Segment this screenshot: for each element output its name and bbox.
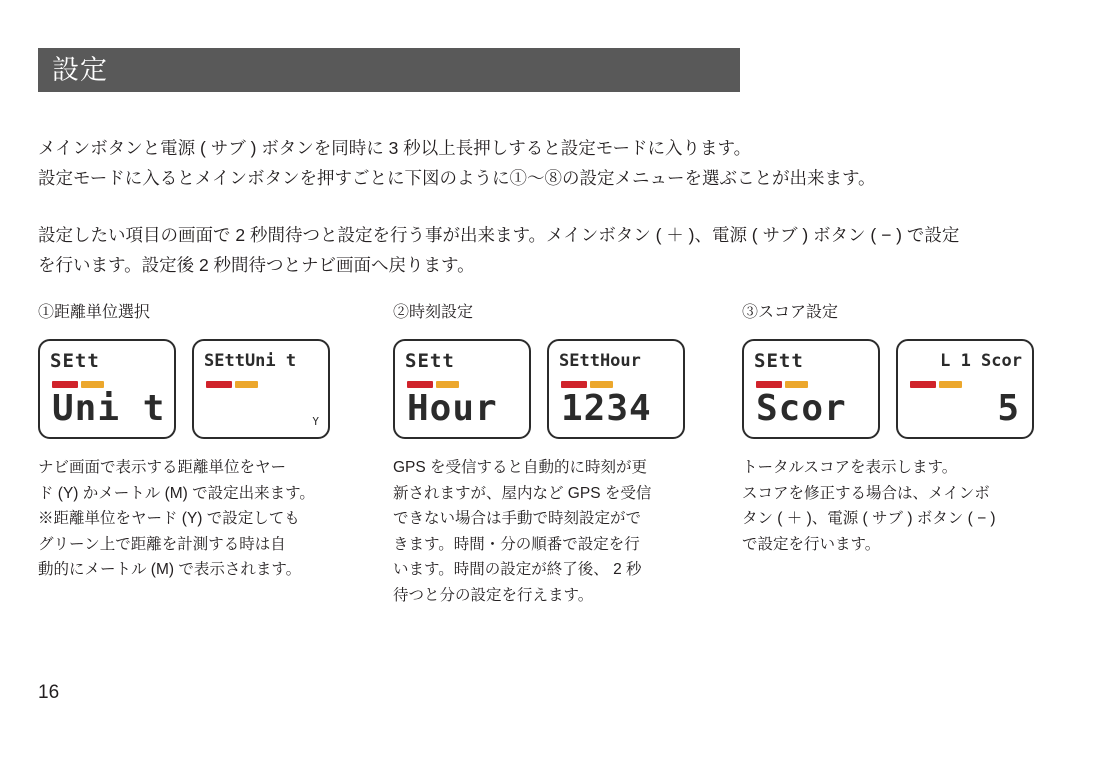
bar-segment-empty bbox=[965, 381, 1020, 388]
intro-paragraph-2 bbox=[38, 220, 1068, 280]
page-number: 16 bbox=[38, 682, 60, 703]
lcd-main-row bbox=[549, 389, 683, 429]
bar-segment-amber bbox=[939, 381, 962, 388]
lcd-main-text: Scor bbox=[756, 388, 847, 429]
lcd-bar-indicator bbox=[206, 381, 316, 388]
description-line: ド (Y) かメートル (M) で設定出来ます。 bbox=[38, 484, 315, 502]
lcd-main-text: 1234 bbox=[561, 388, 652, 429]
lcd-top-row bbox=[744, 348, 878, 374]
lcd-top-text: SEtt bbox=[754, 350, 804, 372]
lcd-main-text: 5 bbox=[997, 388, 1020, 429]
intro-line: メインボタンと電源 ( サブ ) ボタンを同時に 3 秒以上長押しすると設定モードに入ります。 bbox=[38, 138, 752, 158]
description-line: できない場合は手動で時刻設定がで bbox=[393, 510, 642, 527]
lcd-bar-indicator bbox=[910, 381, 1020, 388]
lcd-top-row bbox=[898, 348, 1032, 374]
bar-segment-red bbox=[910, 381, 936, 388]
lcd-main-row bbox=[898, 389, 1032, 429]
bar-segment-red bbox=[206, 381, 232, 388]
bar-segment-red bbox=[407, 381, 433, 388]
lcd-main-row bbox=[744, 389, 878, 429]
setting-title: ①距離単位選択 bbox=[38, 304, 151, 321]
lcd-main-text: Hour bbox=[407, 388, 498, 429]
lcd-bar-indicator bbox=[561, 381, 671, 388]
device-screen bbox=[896, 339, 1034, 439]
device-screen-pair bbox=[38, 339, 388, 439]
device-screen bbox=[38, 339, 176, 439]
setting-description bbox=[38, 455, 388, 583]
lcd-top-row bbox=[40, 348, 174, 374]
description-line: スコアを修正する場合は、メインボ bbox=[742, 484, 990, 502]
setting-item-unit bbox=[38, 303, 388, 583]
setting-title: ②時刻設定 bbox=[393, 304, 474, 321]
setting-title: ③スコア設定 bbox=[742, 304, 839, 321]
description-line: ナビ画面で表示する距離単位をヤー bbox=[38, 459, 287, 476]
description-line: います。時間の設定が終了後、 2 秒 bbox=[393, 561, 642, 578]
intro-line: 設定したい項目の画面で 2 秒間待つと設定を行う事が出来ます。メインボタン ( ＋ )、電源 ( サブ ) ボタン ( − ) で設定 bbox=[38, 225, 960, 245]
description-line: グリーン上で距離を計測する時は自 bbox=[38, 535, 286, 553]
device-screen-pair bbox=[393, 339, 743, 439]
description-line: 動的にメートル (M) で表示されます。 bbox=[38, 561, 302, 578]
bar-segment-amber bbox=[235, 381, 258, 388]
description-line: きます。時間・分の順番で設定を行 bbox=[393, 535, 640, 553]
section-header-band bbox=[38, 48, 740, 92]
page-title: 設定 bbox=[52, 55, 108, 85]
setting-description bbox=[742, 455, 1072, 557]
intro-line: を行います。設定後 2 秒間待つとナビ画面へ戻ります。 bbox=[38, 255, 475, 275]
description-line: タン ( ＋ )、電源 ( サブ ) ボタン ( − ) bbox=[742, 510, 996, 527]
device-screen-pair bbox=[742, 339, 1072, 439]
lcd-top-text: SEtt bbox=[50, 350, 100, 372]
bar-segment-empty bbox=[261, 381, 316, 388]
description-line: 待つと分の設定を行えます。 bbox=[393, 586, 594, 604]
device-screen bbox=[742, 339, 880, 439]
bar-segment-red bbox=[561, 381, 587, 388]
description-line: 新されますが、屋内など GPS を受信 bbox=[393, 484, 652, 502]
lcd-bar-indicator bbox=[407, 381, 517, 388]
description-line: ※距離単位をヤード (Y) で設定しても bbox=[38, 510, 300, 527]
setting-item-score bbox=[742, 303, 1072, 557]
lcd-top-row bbox=[395, 348, 529, 374]
lcd-main-row bbox=[40, 389, 174, 429]
bar-segment-red bbox=[52, 381, 78, 388]
bar-segment-empty bbox=[462, 381, 517, 388]
lcd-top-row bbox=[194, 348, 328, 374]
lcd-top-row bbox=[549, 348, 683, 374]
lcd-top-text: L 1 Scor bbox=[940, 351, 1022, 371]
device-screen bbox=[547, 339, 685, 439]
bar-segment-amber bbox=[81, 381, 104, 388]
intro-line: 設定モードに入るとメインボタンを押すごとに下図のように①〜⑧の設定メニューを選ぶことが出来ます。 bbox=[38, 168, 876, 188]
bar-segment-amber bbox=[785, 381, 808, 388]
lcd-main-row bbox=[395, 389, 529, 429]
bar-segment-amber bbox=[436, 381, 459, 388]
lcd-bar-indicator bbox=[756, 381, 866, 388]
bar-segment-empty bbox=[811, 381, 866, 388]
lcd-corner-text: Y bbox=[312, 415, 319, 428]
bar-segment-empty bbox=[107, 381, 162, 388]
bar-segment-red bbox=[756, 381, 782, 388]
lcd-top-text: SEttUni t bbox=[204, 351, 297, 371]
description-line: トータルスコアを表示します。 bbox=[742, 459, 958, 476]
lcd-top-text: SEttHour bbox=[559, 351, 641, 371]
intro-paragraph-1 bbox=[38, 133, 1068, 193]
description-line: GPS を受信すると自動的に時刻が更 bbox=[393, 459, 648, 476]
description-line: で設定を行います。 bbox=[742, 535, 881, 553]
bar-segment-empty bbox=[616, 381, 671, 388]
device-screen bbox=[393, 339, 531, 439]
lcd-main-text: Uni t bbox=[52, 388, 166, 429]
setting-item-hour bbox=[393, 303, 743, 608]
lcd-bar-indicator bbox=[52, 381, 162, 388]
device-screen bbox=[192, 339, 330, 439]
setting-description bbox=[393, 455, 743, 608]
bar-segment-amber bbox=[590, 381, 613, 388]
lcd-top-text: SEtt bbox=[405, 350, 455, 372]
